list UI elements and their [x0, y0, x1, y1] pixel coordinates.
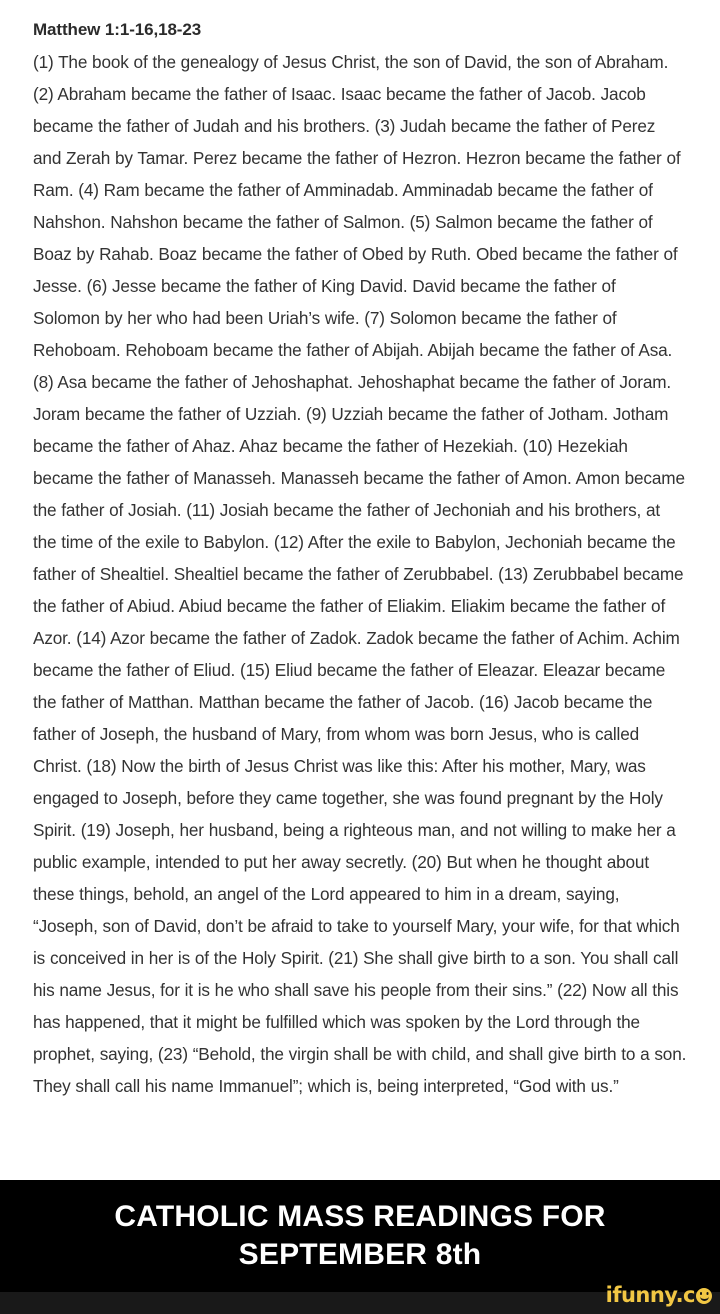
ifunny-watermark [606, 1285, 712, 1306]
smiley-face-icon [696, 1288, 712, 1304]
caption-banner [0, 1180, 720, 1292]
caption-title: CATHOLIC MASS READINGS FOR SEPTEMBER 8th [114, 1200, 606, 1271]
watermark-label: ifunny.c [605, 1283, 695, 1307]
passage-body-text: (1) The book of the genealogy of Jesus Christ, the son of David, the son of Abraham. (2) Abraham became the father of Isaac. Isaac became the father of Jacob. Jacob became the father of Judah and his brothers. (3) Judah became the father of Perez and Zerah by Tamar. Perez became the father of Hezron. Hezron became the father of Ram. (4) Ram became the father of Amminadab. Amminadab became the father of Nahshon. Nahshon became the father of Salmon. (5) Salmon became the father of Boaz by Rahab. Boaz became the father of Obed by Ruth. Obed became the father of Jesse. (6) Jesse became the father of King David. David became the father of Solomon by her who had been Uriah’s wife. (7) Solomon became the father of Rehoboam. Rehoboam became the father of Abijah. Abijah became the father of Asa. (8) Asa became the father of Jehoshaphat. Jehoshaphat became the father of Joram. Joram became the father of Uzziah. (9) Uzziah became the father of Jotham. Jotham became the father of Ahaz. Ahaz became the father of Hezekiah. (10) Hezekiah became the father of Manasseh. Manasseh became the father of Amon. Amon became the father of Josiah. (11) Josiah became the father of Jechoniah and his brothers, at the time of the exile to Babylon. (12) After the exile to Babylon, Jechoniah became the father of Shealtiel. Shealtiel became the father of Zerubbabel. (13) Zerubbabel became the father of Abiud. Abiud became the father of Eliakim. Eliakim became the father of Azor. (14) Azor became the father of Zadok. Zadok became the father of Achim. Achim became the father of Eliud. (15) Eliud became the father of Eleazar. Eleazar became the father of Matthan. Matthan became the father of Jacob. (16) Jacob became the father of Joseph, the husband of Mary, from whom was born Jesus, who is called Christ. (18) Now the birth of Jesus Christ was like this: After his mother, Mary, was engaged to Joseph, before they came together, she was found pregnant by the Holy Spirit. (19) Joseph, her husband, being a righteous man, and not willing to make her a public example, intended to put her away secretly. (20) But when he thought about these things, behold, an angel of the Lord appeared to him in a dream, saying, “Joseph, son of David, don’t be afraid to take to yourself Mary, your wife, for that which is conceived in her is of the Holy Spirit. (21) She shall give birth to a son. You shall call his name Jesus, for it is he who shall save his people from their sins.” (22) Now all this has happened, that it might be fulfilled which was spoken by the Lord through the prophet, saying, (23) “Behold, the virgin shall be with child, and shall give birth to a son. They shall call his name Immanuel”; which is, being interpreted, “God with us.” [33, 52, 687, 1096]
passage-reference-heading: Matthew 1:1-16,18-23 [33, 20, 202, 39]
